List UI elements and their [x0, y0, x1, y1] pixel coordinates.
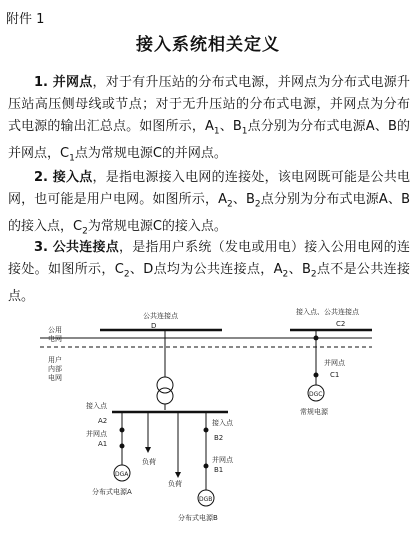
label-grid-point-a: 并网点 [86, 430, 107, 438]
def-term: 接入点 [52, 170, 93, 185]
label-dga: DGA [115, 471, 129, 478]
label-user-1: 用户 [48, 356, 62, 364]
def-number: 3. [34, 240, 53, 255]
label-load-2: 负荷 [168, 480, 182, 488]
node-c2 [314, 336, 318, 340]
attachment-label: 附件 1 [6, 12, 45, 27]
label-access-a: 接入点 [86, 402, 107, 410]
label-d: D [151, 322, 157, 330]
label-grid-point-b: 并网点 [212, 456, 233, 464]
label-public-2: 电网 [48, 335, 62, 343]
connection-diagram [0, 300, 416, 536]
document-title: 接入系统相关定义 [136, 35, 280, 55]
def-number: 1. [34, 75, 53, 90]
label-a1: A1 [98, 440, 108, 448]
label-access-b: 接入点 [212, 419, 233, 427]
label-b1: B1 [214, 466, 224, 474]
node-b2 [204, 428, 208, 432]
def-term: 并网点 [52, 75, 93, 90]
definition-pcc: 3. 公共连接点，是指用户系统（发电或用电）接入公用电网的连接处。如图所示，$C_2$、D点均为公共连接点，$A_2$、$B_2$点不是公共连接点。 [8, 240, 411, 304]
node-a [120, 428, 124, 432]
label-load-1: 负荷 [142, 458, 156, 466]
node-a1 [120, 444, 124, 448]
label-dgc: DGC [309, 391, 323, 398]
label-dist-b: 分布式电源B [178, 514, 218, 522]
label-dgb: DGB [199, 496, 213, 503]
definition-grid-point: 1. 并网点，对于有升压站的分布式电源，并网点为分布式电源升压站高压侧母线或节点；对于无升压站的分布式电源，并网点为分布式电源的输出汇总点。如图所示，$A_1$、$B_1$点分别为分布式电源A、B的并网点，$C_1$点为常规电源C的并网点。 [8, 75, 410, 164]
label-access-pcc: 接入点、公共连接点 [296, 308, 359, 316]
label-public-1: 公用 [48, 326, 62, 334]
def-number: 2. [34, 170, 53, 185]
label-user-2: 内部 [48, 365, 62, 373]
label-pcc-top: 公共连接点 [143, 312, 178, 320]
label-dist-a: 分布式电源A [92, 488, 132, 496]
def-term: 公共连接点 [52, 240, 119, 255]
label-b2: B2 [214, 434, 224, 442]
definition-access-point: 2. 接入点，是指电源接入电网的连接处，该电网既可能是公共电网，也可能是用户电网。如图所示，$A_2$、$B_2$点分别为分布式电源A、B的接入点，$C_2$为常规电源C的接入点。 [8, 170, 410, 237]
node-c1 [314, 373, 318, 377]
label-a2: A2 [98, 417, 108, 425]
label-grid-point-c: 并网点 [324, 359, 345, 367]
label-user-3: 电网 [48, 374, 62, 382]
label-conventional: 常规电源 [300, 408, 328, 416]
node-b1 [204, 464, 208, 468]
label-c1: C1 [330, 371, 340, 379]
label-c2: C2 [336, 320, 346, 328]
transformer-bottom [157, 388, 173, 404]
